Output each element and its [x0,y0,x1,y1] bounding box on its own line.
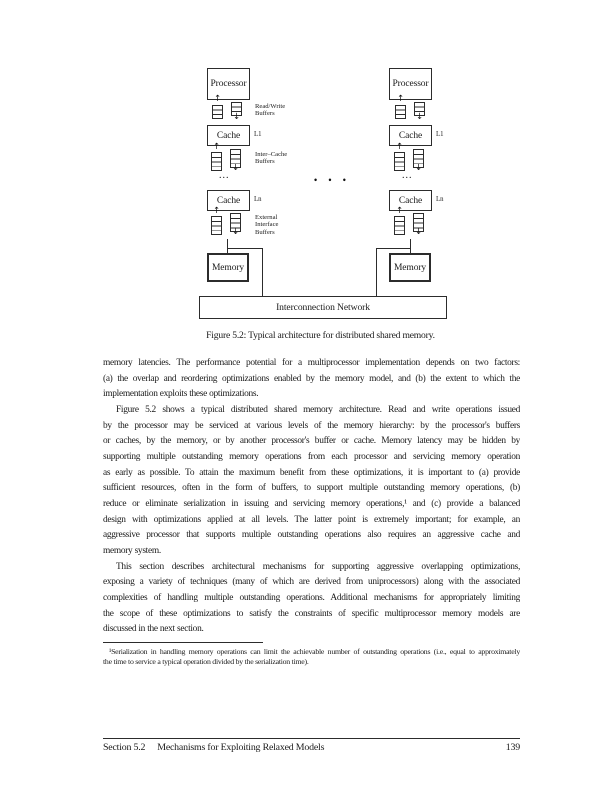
down-arrow-icon: ↓ [232,163,240,173]
buffer-stack [211,216,222,235]
text-line: or caches, by the memory, or by another processor's buffer or cache. Memory latency may be hidden by [103,436,520,447]
page-number: 139 [505,742,520,753]
label-line: Buffers [255,228,275,236]
inter-cache-buffers-label [255,151,287,166]
text-line: implementation exploits these optimizations. [103,389,259,400]
label-line: Inter–Cache [255,151,288,158]
center-ellipsis: • • • [314,175,351,185]
buffer-stack [394,152,405,171]
read-write-buffers-label [255,103,285,118]
text-line: design with optimizations applied at all levels. The latter point is extremely important; for example, an [103,514,520,525]
cache-l1-box-right: Cache [389,125,432,146]
ln-level-label: Ln [436,196,444,203]
text-line: This section describes architectural mechanisms for supporting aggressive overlapping optimizations, [116,561,520,572]
footnote-line: ¹Serialization in handling memory operations can limit the achievable number of outstanding operations (i.e., equal to approximately [109,647,520,656]
footer-rule [103,738,520,739]
up-arrow-icon: ↑ [213,142,221,152]
connector-line [410,239,411,253]
text-line: Figure 5.2 shows a typical distributed shared memory architecture. Read and write operations issued [116,404,520,415]
label-line: Interface [255,221,279,229]
down-arrow-icon: ↓ [233,112,241,122]
l1-level-label: L1 [254,131,262,138]
footnote-line: the time to service a typical operation divided by the serialization time). [103,656,309,666]
text-line: reduce or eliminate serialization in issuing and servicing memory operations,¹ and (c) provide a balanced [103,498,520,509]
ln-level-label: Ln [254,196,262,203]
figure-caption: Figure 5.2: Typical architecture for distributed shared memory. [206,330,435,341]
text-line: (a) the overlap and reordering optimizations enabled by the memory model, and (b) the extent to which the [103,373,520,384]
ellipsis: ... [219,170,230,181]
label-line: Read/Write [255,103,286,110]
text-line: the scope of these optimizations to satisfy the constraints of specific multiprocessor memory models are [103,608,520,619]
l1-level-label: L1 [436,131,444,138]
footnote [103,647,520,667]
buffer-stack [394,216,405,235]
connector-line [262,248,263,296]
text-line: by the processor may be serviced at various levels of the memory hierarchy: by the processor's buffers [103,420,520,431]
label-line: Buffers [255,110,275,118]
cache-ln-box-left: Cache [207,190,250,211]
buffer-stack [212,105,223,119]
down-arrow-icon: ↓ [232,227,240,237]
text-line: supporting multiple outstanding memory operations from each processor and servicing memory operation [103,451,520,462]
label-line: Buffers [255,158,275,166]
up-arrow-icon: ↑ [396,142,404,152]
footnote-divider [103,642,263,643]
label-line: External [255,214,278,221]
text-line: memory system. [103,545,161,556]
memory-box-right: Memory [389,253,431,282]
text-line: exposing a variety of techniques (many of which are derived from uniprocessors) along with the associated [103,577,520,588]
down-arrow-icon: ↓ [415,227,423,237]
down-arrow-icon: ↓ [415,163,423,173]
buffer-stack [395,105,406,119]
connector-line [376,248,411,249]
cache-l1-box-left: Cache [207,125,250,146]
memory-box-left: Memory [207,253,249,282]
external-interface-buffers-label [255,214,278,236]
interconnection-network-box: Interconnection Network [199,296,447,319]
connector-line [227,239,228,253]
up-arrow-icon: ↑ [396,206,404,216]
connector-line [376,248,377,296]
down-arrow-icon: ↓ [416,112,424,122]
body-text [103,356,520,638]
processor-box-left: Processor [207,68,250,100]
buffer-stack [211,152,222,171]
text-line: discussed in the next section. [103,624,204,635]
up-arrow-icon: ↑ [213,206,221,216]
text-line: complexities of handling multiple outstanding operations. Additional mechanisms for appropriately limiting [103,592,520,603]
footer-section-title: Mechanisms for Exploiting Relaxed Models [157,742,325,753]
cache-ln-box-right: Cache [389,190,432,211]
connector-line [227,248,263,249]
ellipsis: ... [402,170,413,181]
text-line: as early as possible. To attain the maximum benefit from these optimizations, it is important to (a) provide [103,467,520,478]
up-arrow-icon: ↑ [397,94,405,104]
processor-box-right: Processor [389,68,432,100]
page-footer [103,742,520,753]
up-arrow-icon: ↑ [214,94,222,104]
text-line: memory latencies. The performance potential for a multiprocessor implementation depends on two factors: [103,358,520,368]
footer-section-number: Section 5.2 [103,742,146,753]
text-line: aggressive processor that supports multiple outstanding operations also requires an aggressive cache and [103,530,520,541]
text-line: sufficient resources, often in the form of buffers, to support multiple outstanding memory operations, (b) [103,483,520,494]
